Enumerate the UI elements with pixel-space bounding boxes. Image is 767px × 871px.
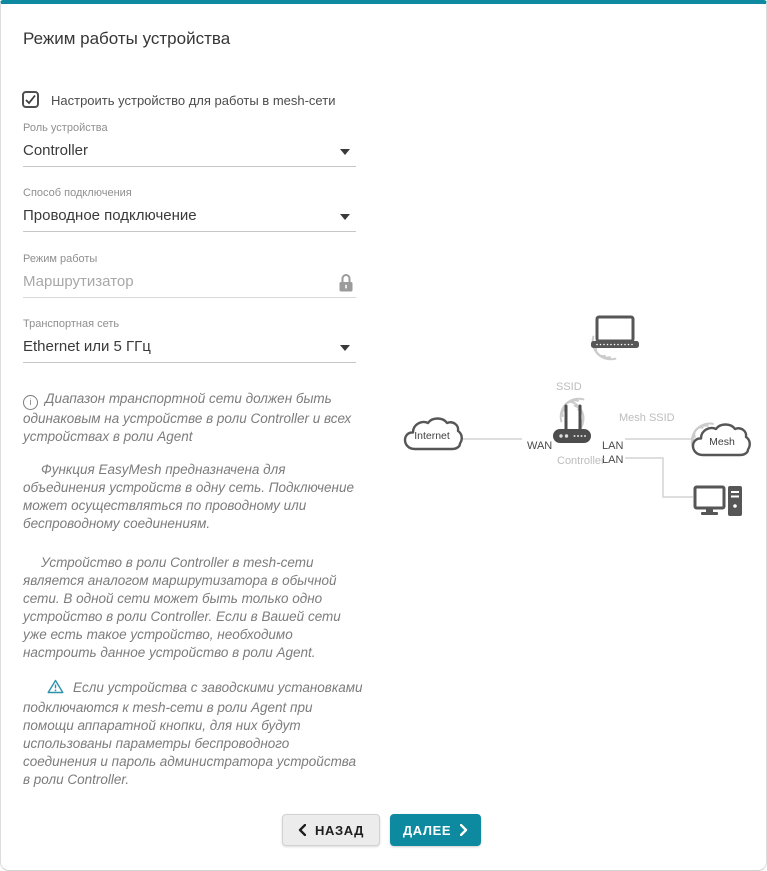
device-role-select[interactable]: [23, 122, 356, 167]
easymesh-note: [23, 461, 363, 533]
lan-computer-line: [625, 458, 693, 497]
warning-note: [23, 679, 363, 789]
transport-network-value: Ethernet или 5 ГГц: [23, 338, 151, 355]
chevron-down-icon: [340, 149, 350, 155]
page-title: Режим работы устройства: [23, 29, 231, 48]
transport-network-label: Транспортная сеть: [23, 318, 120, 330]
transport-network-select[interactable]: [23, 318, 356, 363]
work-mode-field: [23, 253, 356, 298]
lan-top-label: LAN: [602, 440, 624, 452]
chevron-left-icon: [298, 824, 306, 836]
internet-cloud-label: Internet: [414, 430, 450, 442]
mesh-checkbox[interactable]: [22, 91, 39, 108]
back-button[interactable]: [282, 814, 380, 846]
controller-note-text: Устройство в роли Controller в mesh-сети является аналогом маршрутизатора в обычной сети. В одной сети может быть только одно устройство в роли Controller. Если в Вашей сети уже есть такое устройство, необходимо настроить данное устройство в роли Agent.: [23, 554, 341, 660]
info-note-text: Диапазон транспортной сети должен быть одинаковым на устройстве в роли Controller и всех устройствах в роли Agent: [23, 390, 352, 444]
chevron-right-icon: [460, 824, 468, 836]
controller-label: Controller: [557, 455, 605, 467]
router-icon: [553, 406, 591, 443]
device-role-label: Роль устройства: [23, 122, 108, 134]
info-note: [23, 390, 363, 446]
mesh-ssid-label: Mesh SSID: [619, 412, 675, 424]
easymesh-note-text: Функция EasyMesh предназначена для объединения устройств в одну сеть. Подключение может осуществляться по проводному или беспроводному соединениям.: [23, 461, 354, 531]
ssid-label: SSID: [556, 381, 582, 393]
wan-label: WAN: [527, 440, 553, 452]
checkmark-icon: [24, 93, 37, 106]
next-button-label: ДАЛЕЕ: [402, 822, 452, 838]
desktop-computer-icon: [695, 486, 742, 516]
lock-icon: [339, 273, 353, 292]
connection-method-value: Проводное подключение: [23, 207, 197, 224]
mesh-checkbox-row: [22, 91, 335, 108]
warning-note-text: Если устройства с заводскими установками подключаются к mesh-сети в роли Agent при помощи аппаратной кнопки, для них будут использованы параметры беспроводного соединения и пароль администратора устройства в роли Controller.: [23, 679, 363, 787]
laptop-icon: [591, 317, 639, 348]
device-role-value: Controller: [23, 142, 89, 159]
work-mode-label: Режим работы: [23, 253, 98, 265]
chevron-down-icon: [340, 214, 350, 220]
work-mode-value: Маршрутизатор: [23, 273, 134, 290]
next-button[interactable]: [390, 814, 481, 846]
mesh-cloud-label: Mesh: [709, 436, 735, 448]
warning-icon: [35, 679, 64, 699]
mesh-checkbox-label: Настроить устройство для работы в mesh-сети: [51, 93, 336, 108]
info-icon: i: [23, 395, 38, 410]
network-diagram: [401, 309, 761, 529]
lan-bottom-label: LAN: [602, 454, 624, 466]
connection-method-label: Способ подключения: [23, 187, 132, 199]
controller-note: [23, 554, 363, 662]
back-button-label: НАЗАД: [314, 822, 365, 838]
chevron-down-icon: [340, 345, 350, 351]
connection-method-select[interactable]: [23, 187, 356, 232]
